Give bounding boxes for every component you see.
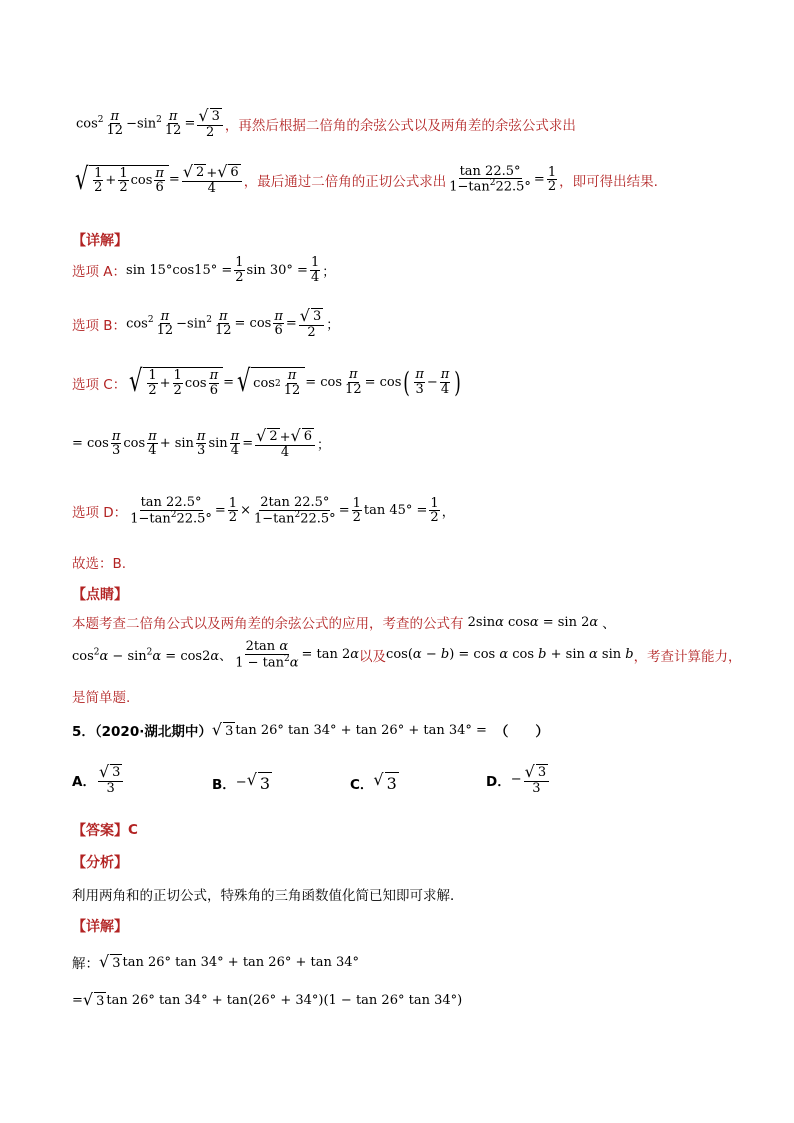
detail-option-b: 选项 B： $\cos^2$ $\frac{\pi}{12}$ $-\sin^2$ $\frac{\pi}{12}$ = cos $\frac{\pi}{6}$ = √ 3 2 ； — [72, 306, 340, 340]
intro-text-1: ，再然后根据二倍角的余弦公式以及两角差的余弦公式求出 — [224, 117, 576, 134]
intro-line-2: √ $\frac{1}{2}$ + $\frac{1}{2}$ cos $\frac{\pi}{6}$ = √ 2 + √ 6 4 ，最后通过二倍角的正切公式求出 $\frac{\tan 22.5^\circ}{1-\tan^222.5^\circ}$ = $\frac{1}{2}$ ，即可得出结果. — [75, 161, 658, 197]
detail-option-d: 选项 D： $\frac{\tan 22.5^\circ}{1-\tan^222.5^\circ}$ = $\frac{1}{2}$ × $\frac{2\tan 22.5^\circ}{1-\tan^222.5^\circ}$ = $\frac{1}{2}$ tan 45° = $\frac{1}{2}$ ， — [72, 495, 455, 526]
answer-header: 【答案】 — [72, 823, 128, 839]
intro-line-1: $\cos^2$ $\frac{\pi}{12}$ $-\sin^2$ $\frac{\pi}{12}$ = √ 3 2 ，再然后根据二倍角的余弦公式以及两角差的余弦公式求出 — [76, 106, 576, 140]
intro-text-2-end: ，即可得出结果. — [559, 173, 658, 190]
detail-option-a: 选项 A： sin 15°cos15° = $\frac{1}{2}$ sin 30° = $\frac{1}{4}$ ； — [72, 255, 336, 285]
answer-line — [72, 820, 138, 840]
detail-header: 【详解】 — [72, 233, 128, 249]
solution-line-1: 解： √ 3 tan 26° tan 34° + tan 26° + tan 34° — [72, 951, 360, 972]
formula-cos2-sin2: $\cos^2$ — [76, 115, 104, 132]
q5-option-b[interactable]: B． − √ 3 — [212, 770, 271, 793]
dianjing-line-1: 本题考查二倍角公式以及两角差的余弦公式的应用，考查的公式有 2sinα cosα = sin 2α 、 — [72, 614, 616, 632]
q5-option-a[interactable]: A． √ 3 3 — [72, 764, 125, 795]
question-5-blank: （ ） — [494, 724, 549, 740]
option-d-label: 选项 D： — [72, 504, 128, 521]
answer-value: C — [128, 822, 138, 838]
solution-line-2: = √ 3 tan 26° tan 34° + tan(26° + 34°)(1 − tan 26° tan 34°) — [72, 990, 463, 1009]
solution-prefix: 解： — [72, 956, 99, 972]
dianjing-line-2: $\cos^2\alpha - \sin^2\alpha = \cos 2\alpha$、 $\frac{\text{2tan α}}{1 - \tan^2\alpha}$ = tan 2α 以及 cos(α − b) = cos α cos b + sin α sin b ，考查计算能力， — [72, 639, 742, 670]
question-5: 5．（2020·湖北期中） √ 3 tan 26° tan 34° + tan 26° + tan 34° = （ ） — [72, 719, 549, 740]
analysis-header: 【分析】 — [72, 855, 128, 871]
q5-option-c[interactable]: C． √ 3 — [350, 770, 397, 793]
detail-option-c: 选项 C： √ $\frac{1}{2}$ + $\frac{1}{2}$ cos $\frac{\pi}{6}$ = √ cos 2 $\frac{\pi}{12}$ = cos $\frac{\pi}{12}$ = cos ( $\frac{\pi}{3}$ − $\frac{\pi}{4}$ ) — [72, 364, 462, 400]
option-b-label: 选项 B： — [72, 317, 127, 334]
option-a-label: 选项 A： — [72, 264, 127, 281]
question-5-number: 5．（2020·湖北期中） — [72, 724, 212, 740]
analysis-text: 利用两角和的正切公式，特殊角的三角函数值化简已知即可求解． — [72, 888, 464, 904]
dianjing-header: 【点睛】 — [72, 587, 128, 603]
option-c-label: 选项 C： — [72, 376, 127, 393]
detail-header-2: 【详解】 — [72, 919, 128, 935]
choice-text: 故选：B. — [72, 556, 127, 572]
dianjing-line-3: 是简单题. — [72, 690, 131, 706]
intro-text-2: ，最后通过二倍角的正切公式求出 — [243, 173, 447, 190]
detail-option-c-cont: = cos $\frac{\pi}{3}$ cos $\frac{\pi}{4}$ + sin $\frac{\pi}{3}$ sin $\frac{\pi}{4}$ = √ 2 + √ 6 4 ； — [72, 426, 331, 460]
q5-option-d[interactable]: D． − √ 3 3 — [486, 764, 551, 795]
